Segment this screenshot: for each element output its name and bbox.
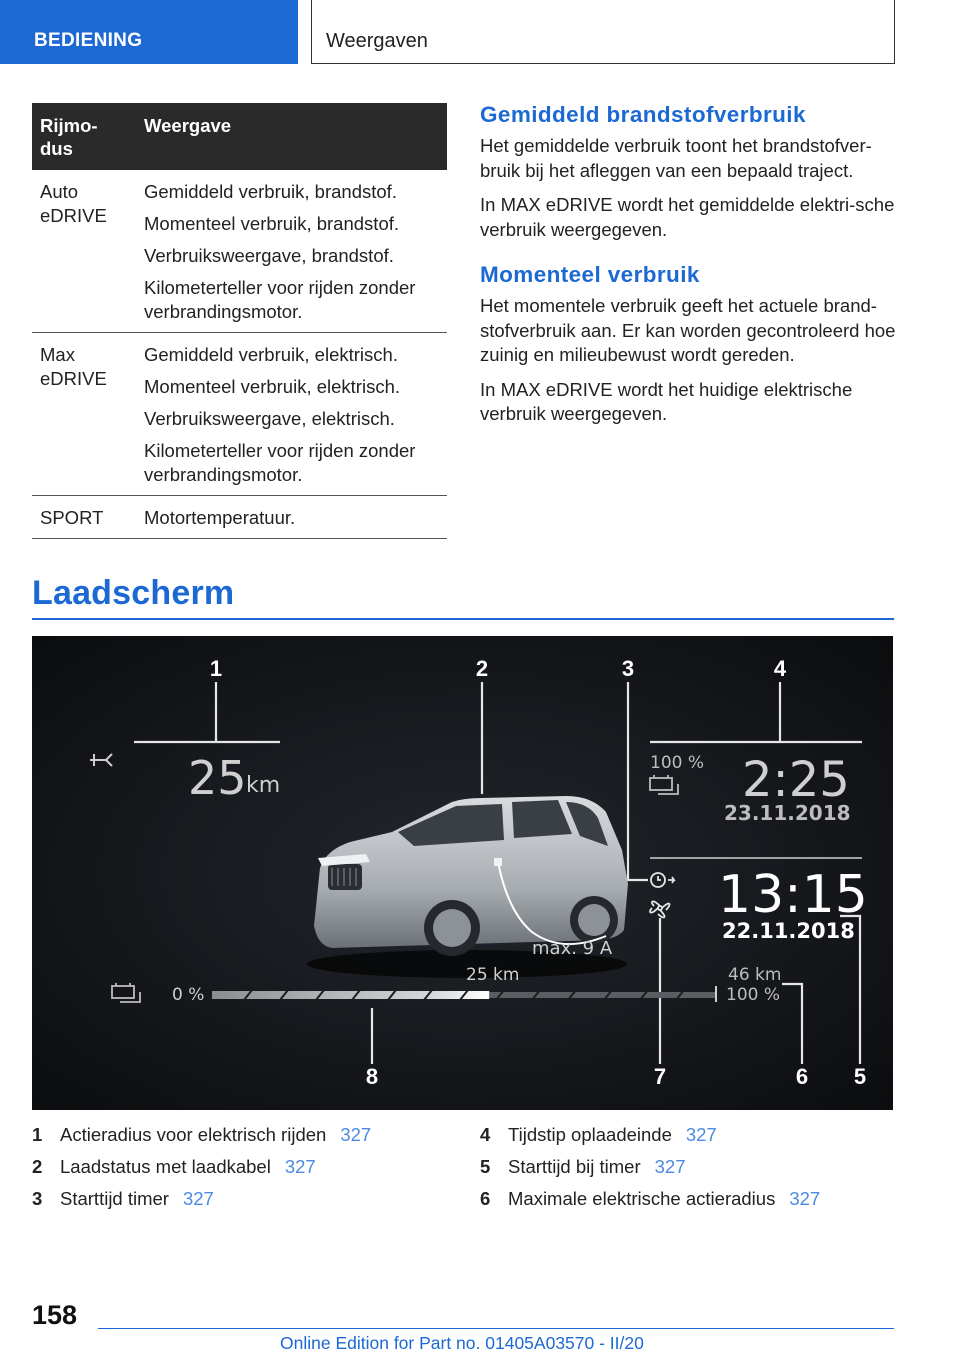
current-consumption-paragraph: Het momentele verbruik geeft het actuele brand-stofverbruik aan. Er kan worden gecontroleerd hoe zuinig en milieubewust wordt gereden. bbox=[480, 295, 896, 365]
legend-page-ref[interactable]: 327 bbox=[340, 1124, 372, 1145]
legend-number: 2 bbox=[32, 1156, 43, 1177]
footer-edition: Online Edition for Part no. 01405A03570 - II/20 bbox=[280, 1333, 644, 1353]
callout-number: 8 bbox=[365, 1064, 379, 1089]
avg-consumption-paragraph: Het gemiddelde verbruik toont het brandstofver-bruik bij het afleggen van een bepaald traject. bbox=[480, 135, 872, 181]
charge-bar-fill bbox=[212, 991, 489, 999]
legend-text: Maximale elektrische actieradius bbox=[508, 1188, 776, 1209]
max-current-label: max. 9 A bbox=[532, 938, 613, 959]
legend-number: 3 bbox=[32, 1188, 43, 1209]
legend-number: 4 bbox=[480, 1124, 491, 1145]
max-range-label: 46 km bbox=[728, 965, 782, 985]
charge-end-date: 23.11.2018 bbox=[724, 801, 851, 825]
consumption-text-column bbox=[480, 102, 898, 437]
callout-number: 7 bbox=[653, 1064, 667, 1089]
table-item: Kilometerteller voor rijden zonder verbrandingsmotor. bbox=[144, 277, 416, 322]
table-header-display: Weergave bbox=[136, 103, 447, 170]
table-cell-display bbox=[136, 496, 447, 539]
legend-page-ref[interactable]: 327 bbox=[182, 1188, 214, 1209]
charging-display-figure bbox=[32, 636, 893, 1110]
legend-item bbox=[480, 1187, 820, 1219]
legend-page-ref[interactable]: 327 bbox=[685, 1124, 717, 1145]
legend-item bbox=[480, 1155, 820, 1187]
current-consumption-heading: Momenteel verbruik bbox=[480, 262, 700, 287]
legend-item bbox=[32, 1187, 371, 1219]
legend-text: Starttijd bij timer bbox=[508, 1156, 641, 1177]
legend-text: Starttijd timer bbox=[60, 1188, 169, 1209]
avg-consumption-paragraph: In MAX eDRIVE wordt het gemiddelde elektri-sche verbruik weergegeven. bbox=[480, 194, 895, 240]
header-section-tab bbox=[0, 0, 298, 64]
current-consumption-paragraph: In MAX eDRIVE wordt het huidige elektrische verbruik weergegeven. bbox=[480, 378, 853, 424]
header-chapter-label: Weergaven bbox=[326, 30, 428, 52]
target-percent: 100 % bbox=[650, 753, 705, 773]
callout-number: 5 bbox=[853, 1064, 867, 1089]
bar-range-label: 25 km bbox=[466, 965, 520, 985]
legend-text: Laadstatus met laadkabel bbox=[60, 1156, 271, 1177]
legend-text: Tijdstip oplaadeinde bbox=[508, 1124, 672, 1145]
section-title: Laadscherm bbox=[32, 574, 235, 612]
legend-number: 5 bbox=[480, 1156, 491, 1177]
header-section-label: BEDIENING bbox=[34, 30, 143, 51]
page-number: 158 bbox=[32, 1300, 78, 1330]
legend-text: Actieradius voor elektrisch rijden bbox=[60, 1124, 327, 1145]
table-item: Gemiddeld verbruik, brandstof. bbox=[144, 181, 397, 202]
header-chapter-tab bbox=[311, 0, 895, 64]
bar-end-label: 100 % bbox=[726, 985, 781, 1005]
table-header-row bbox=[32, 103, 447, 170]
table-row bbox=[32, 170, 447, 333]
table-item: Momenteel verbruik, elektrisch. bbox=[144, 376, 401, 397]
legend-number: 1 bbox=[32, 1124, 43, 1145]
legend-page-ref[interactable]: 327 bbox=[654, 1156, 686, 1177]
table-row bbox=[32, 496, 447, 539]
callout-number: 1 bbox=[209, 656, 223, 681]
legend-page-ref[interactable]: 327 bbox=[284, 1156, 316, 1177]
legend-right-column bbox=[480, 1123, 820, 1219]
table-cell-mode: Auto eDRIVE bbox=[32, 170, 136, 333]
legend-item bbox=[480, 1123, 820, 1155]
table-cell-display bbox=[136, 333, 447, 496]
table-cell-mode: Max eDRIVE bbox=[32, 333, 136, 496]
callout-number: 3 bbox=[621, 656, 635, 681]
table-row bbox=[32, 333, 447, 496]
footer-divider bbox=[98, 1328, 894, 1329]
legend-item bbox=[32, 1155, 371, 1187]
callout-number: 6 bbox=[795, 1064, 809, 1089]
table-item: Kilometerteller voor rijden zonder verbrandingsmotor. bbox=[144, 440, 416, 485]
timer-date: 22.11.2018 bbox=[722, 919, 855, 943]
timer-time: 13:15 bbox=[718, 865, 868, 925]
range-unit: km bbox=[246, 773, 281, 798]
table-item: Verbruiksweergave, elektrisch. bbox=[144, 408, 395, 429]
range-value: 25 bbox=[188, 751, 247, 805]
legend-item bbox=[32, 1123, 371, 1155]
callout-number: 4 bbox=[773, 656, 787, 681]
drive-mode-table bbox=[32, 103, 447, 539]
charge-end-time: 2:25 bbox=[742, 752, 850, 808]
table-item: Gemiddeld verbruik, elektrisch. bbox=[144, 344, 398, 365]
callout-number: 2 bbox=[475, 656, 489, 681]
legend-left-column bbox=[32, 1123, 371, 1219]
table-item: Motortemperatuur. bbox=[144, 507, 296, 528]
table-cell-mode: SPORT bbox=[32, 496, 136, 539]
legend-page-ref[interactable]: 327 bbox=[789, 1188, 821, 1209]
avg-consumption-heading: Gemiddeld brandstofverbruik bbox=[480, 102, 806, 127]
section-divider bbox=[32, 618, 894, 620]
bar-start-label: 0 % bbox=[172, 985, 205, 1005]
table-item: Momenteel verbruik, brandstof. bbox=[144, 213, 400, 234]
table-item: Verbruiksweergave, brandstof. bbox=[144, 245, 394, 266]
legend-number: 6 bbox=[480, 1188, 491, 1209]
table-header-mode: Rijmo- dus bbox=[32, 103, 136, 170]
table-cell-display bbox=[136, 170, 447, 333]
